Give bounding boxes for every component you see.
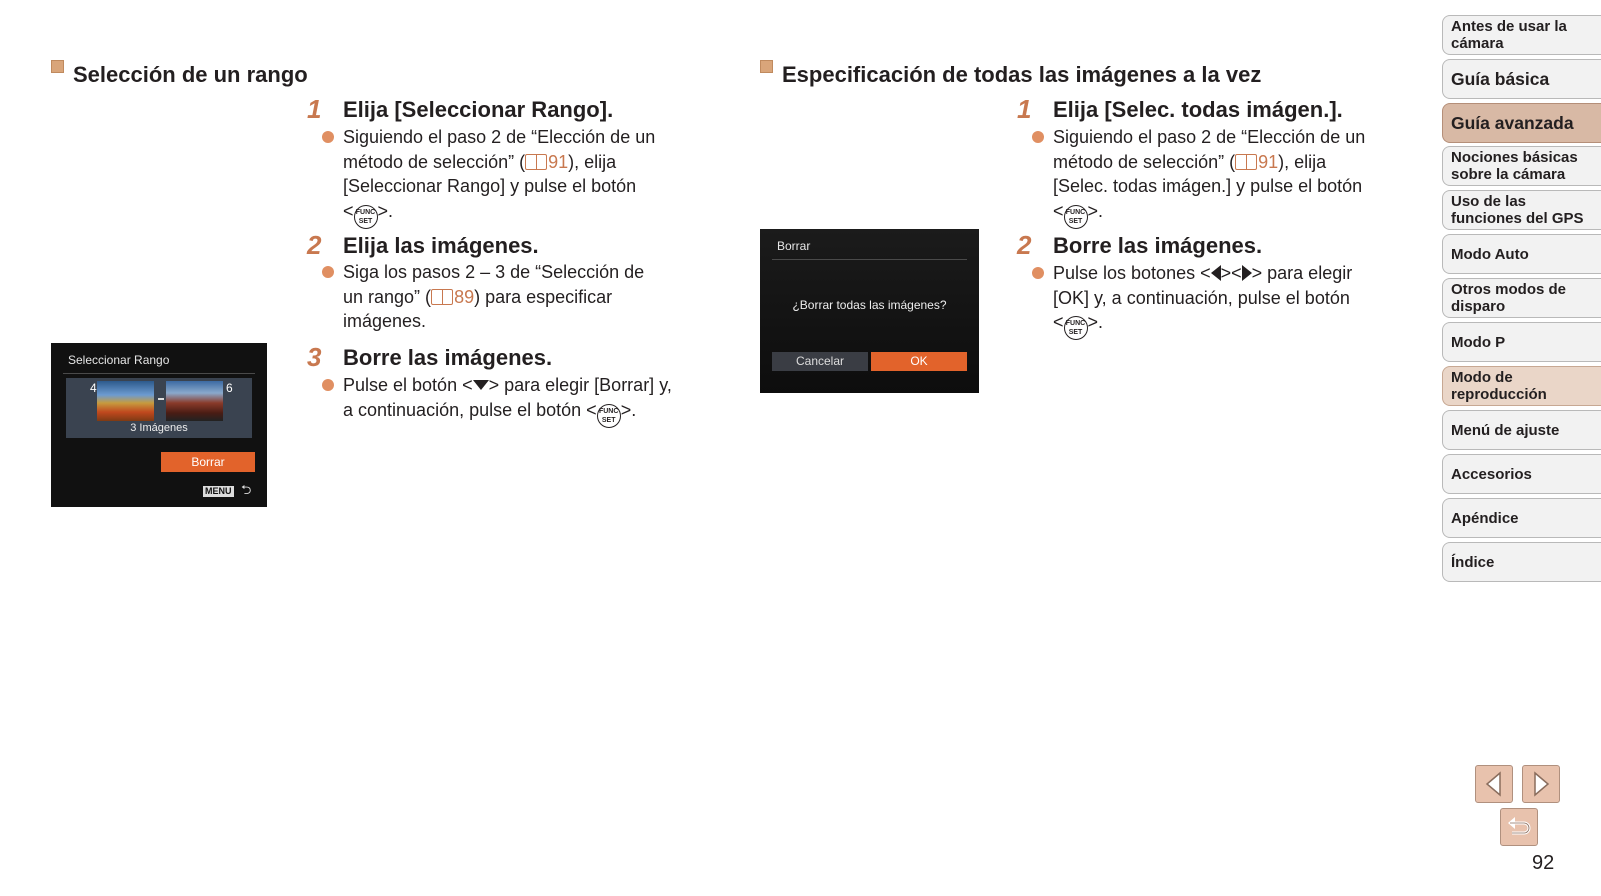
- cancel-button[interactable]: Cancelar: [772, 352, 868, 371]
- body-line: método de selección” ( 91), elija: [1053, 151, 1327, 172]
- nav-tab-p-mode[interactable]: Modo P: [1442, 322, 1601, 362]
- triangle-right-icon: [1531, 771, 1551, 797]
- range-dash: [158, 398, 164, 400]
- book-icon: [431, 289, 453, 305]
- page-reference-link[interactable]: 91: [1235, 152, 1278, 172]
- bullet-icon: [1032, 267, 1044, 279]
- camera-screen-select-range: [51, 343, 267, 507]
- divider: [63, 373, 255, 374]
- book-icon: [1235, 154, 1257, 170]
- nav-tab-accessories[interactable]: Accesorios: [1442, 454, 1601, 494]
- section-marker: [51, 60, 64, 73]
- body-line: imágenes.: [343, 311, 427, 331]
- step-title: Elija [Seleccionar Rango].: [343, 97, 614, 122]
- step-body: [1053, 261, 1433, 340]
- section-marker: [760, 60, 773, 73]
- page-reference-link[interactable]: 89: [431, 287, 474, 307]
- body-line: a continuación, pulse el botón < FUNC SET>.: [343, 398, 723, 428]
- range-start: 4: [90, 381, 97, 395]
- body-line: Pulse los botones < >< > para elegir: [1053, 263, 1353, 283]
- step-number: 2: [307, 230, 322, 260]
- step-title: Elija [Selec. todas imágen.].: [1053, 97, 1343, 122]
- book-icon: [525, 154, 547, 170]
- previous-page-button[interactable]: [1475, 765, 1513, 803]
- section-title-all-images: Especificación de todas las imágenes a la vez: [782, 62, 1262, 87]
- bullet-icon: [322, 131, 334, 143]
- body-line: Pulse el botón < > para elegir [Borrar] y,: [343, 375, 672, 395]
- step-title: Borre las imágenes.: [343, 345, 553, 370]
- body-line: Siguiendo el paso 2 de “Elección de un: [1053, 127, 1366, 147]
- bullet-icon: [322, 266, 334, 278]
- body-line: un rango” ( 89) para especificar: [343, 286, 613, 307]
- step-number: 2: [1017, 230, 1032, 260]
- step-body: [343, 125, 703, 229]
- page-number: 92: [1532, 852, 1555, 874]
- body-line: Siguiendo el paso 2 de “Elección de un: [343, 127, 656, 147]
- body-line: < FUNC SET>.: [1053, 310, 1433, 340]
- body-line: < FUNC SET>.: [343, 199, 703, 229]
- down-arrow-icon: [473, 380, 489, 390]
- next-page-button[interactable]: [1522, 765, 1560, 803]
- thumbnail-end: [166, 381, 223, 421]
- nav-tab-advanced-guide[interactable]: Guía avanzada: [1442, 103, 1601, 143]
- func-set-icon: FUNC SET: [1064, 205, 1088, 229]
- thumbnail-start: [97, 381, 154, 421]
- nav-tab-before-use[interactable]: Antes de usar la cámara: [1442, 15, 1601, 55]
- nav-tab-camera-basics[interactable]: Nociones básicas sobre la cámara: [1442, 146, 1601, 186]
- body-line: [Seleccionar Rango] y pulse el botón: [343, 176, 637, 196]
- body-line: [Selec. todas imágen.] y pulse el botón: [1053, 176, 1363, 196]
- return-icon: ⮌: [241, 482, 252, 497]
- bullet-icon: [1032, 131, 1044, 143]
- menu-icon: MENU: [205, 486, 232, 496]
- step-title: Elija las imágenes.: [343, 233, 539, 258]
- section-title-range: Selección de un rango: [73, 62, 308, 87]
- divider: [772, 259, 967, 260]
- return-icon: [1506, 815, 1532, 839]
- nav-tab-other-shooting-modes[interactable]: Otros modos de disparo: [1442, 278, 1601, 318]
- func-set-icon: FUNC SET: [1064, 316, 1088, 340]
- return-button[interactable]: [1500, 808, 1538, 846]
- ok-button[interactable]: OK: [871, 352, 967, 371]
- images-count: 3 Imágenes: [130, 422, 188, 434]
- range-selector: [66, 378, 252, 438]
- left-arrow-icon: [1211, 265, 1221, 281]
- camera-screen-delete-all: [760, 229, 979, 393]
- step-title: Borre las imágenes.: [1053, 233, 1263, 258]
- body-line: método de selección” ( 91), elija: [343, 151, 617, 172]
- body-line: [OK] y, a continuación, pulse el botón: [1053, 287, 1350, 308]
- nav-tab-gps[interactable]: Uso de las funciones del GPS: [1442, 190, 1601, 230]
- nav-tab-playback-mode[interactable]: Modo de reproducción: [1442, 366, 1601, 406]
- body-line: Siga los pasos 2 – 3 de “Selección de: [343, 262, 645, 282]
- nav-tab-appendix[interactable]: Apéndice: [1442, 498, 1601, 538]
- nav-tab-auto-mode[interactable]: Modo Auto: [1442, 234, 1601, 274]
- delete-button[interactable]: Borrar: [161, 452, 255, 472]
- page-reference-link[interactable]: 91: [525, 152, 568, 172]
- step-body: [343, 260, 703, 334]
- range-end: 6: [226, 381, 233, 395]
- step-body: [343, 373, 723, 428]
- nav-tab-setting-menu[interactable]: Menú de ajuste: [1442, 410, 1601, 450]
- right-arrow-icon: [1242, 265, 1252, 281]
- step-number: 1: [1017, 94, 1032, 124]
- triangle-left-icon: [1484, 771, 1504, 797]
- screen-header: Seleccionar Rango: [68, 353, 170, 367]
- body-line: < FUNC SET>.: [1053, 199, 1433, 229]
- nav-tab-index[interactable]: Índice: [1442, 542, 1601, 582]
- step-number: 3: [307, 342, 322, 372]
- func-set-icon: FUNC SET: [597, 404, 621, 428]
- bullet-icon: [322, 379, 334, 391]
- confirm-question: ¿Borrar todas las imágenes?: [792, 298, 947, 312]
- step-body: [1053, 125, 1433, 229]
- step-number: 1: [307, 94, 322, 124]
- screen-header: Borrar: [777, 239, 811, 253]
- nav-tab-basic-guide[interactable]: Guía básica: [1442, 59, 1601, 99]
- func-set-icon: FUNC SET: [354, 205, 378, 229]
